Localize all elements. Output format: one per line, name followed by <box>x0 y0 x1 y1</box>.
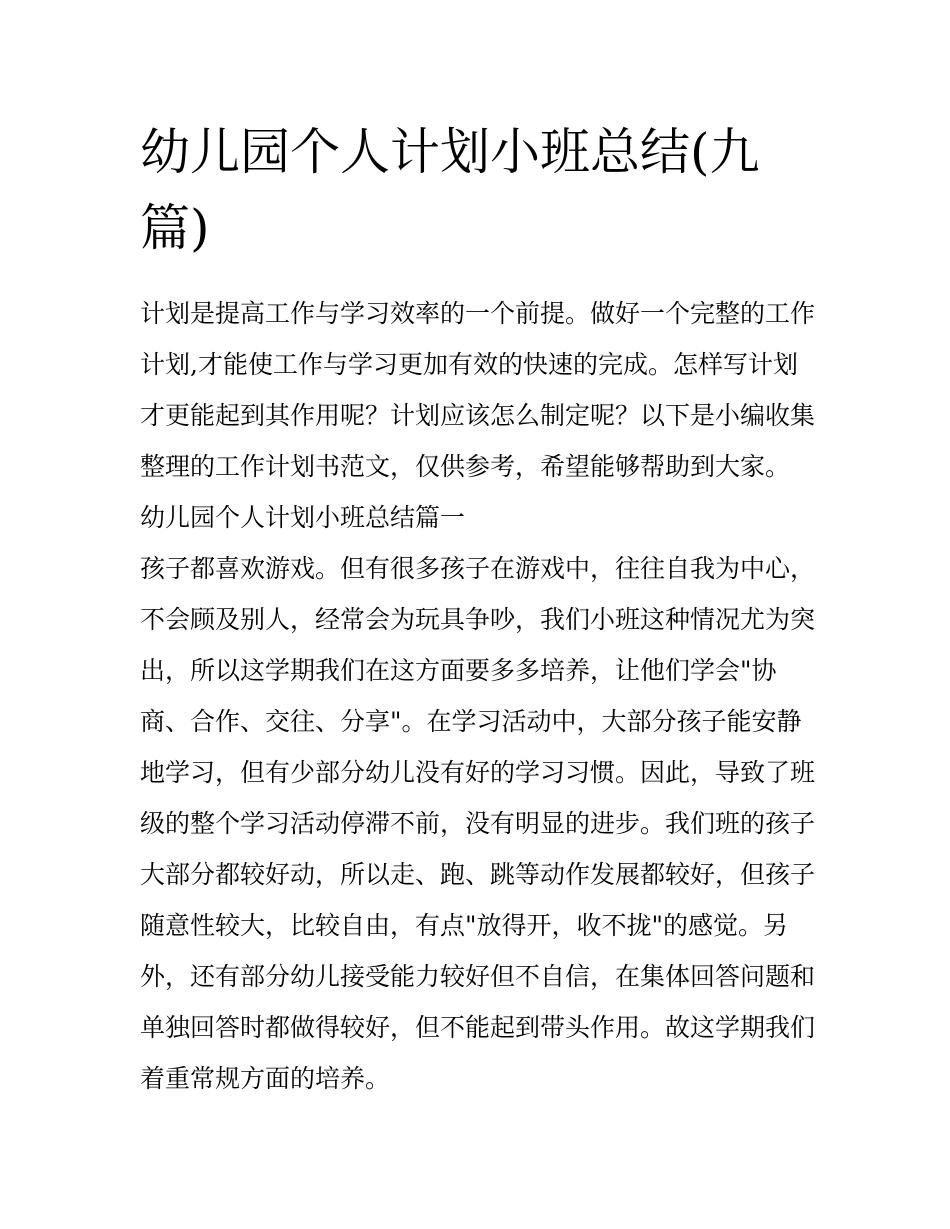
body-line: 着重常规方面的培养。 <box>140 1064 391 1093</box>
intro-line: 计划是提高工作与学习效率的一个前提。做好一个完整的工作 <box>140 299 816 328</box>
body-line: 孩子都喜欢游戏。但有很多孩子在游戏中，往往自我为中心， <box>140 554 816 583</box>
body-line: 地学习，但有少部分幼儿没有好的学习习惯。因此，导致了班 <box>140 758 816 787</box>
body-line: 级的整个学习活动停滞不前，没有明显的进步。我们班的孩子 <box>140 809 816 838</box>
body-line: 大部分都较好动，所以走、跑、跳等动作发展都较好，但孩子 <box>140 860 816 889</box>
body-line: 出，所以这学期我们在这方面要多多培养，让他们学会"协 <box>140 656 777 685</box>
body-line: 外，还有部分幼儿接受能力较好但不自信，在集体回答问题和 <box>140 962 816 991</box>
page-title <box>140 114 780 266</box>
body-line: 商、合作、交往、分享"。在学习活动中，大部分孩子能安静 <box>140 707 802 736</box>
section-heading: 幼儿园个人计划小班总结篇一 <box>140 503 466 532</box>
body-line: 随意性较大，比较自由，有点"放得开，收不拢"的感觉。另 <box>140 911 789 940</box>
intro-paragraph <box>140 288 820 492</box>
body-line: 不会顾及别人，经常会为玩具争吵，我们小班这种情况尤为突 <box>140 605 816 634</box>
intro-line: 整理的工作计划书范文，仅供参考，希望能够帮助到大家。 <box>140 452 791 481</box>
body-paragraph <box>140 543 820 1104</box>
document-content <box>140 114 820 1104</box>
intro-line: 才更能起到其作用呢？计划应该怎么制定呢？以下是小编收集 <box>140 401 816 430</box>
intro-line: 计划,才能使工作与学习更加有效的快速的完成。怎样写计划 <box>140 350 798 379</box>
title-line-2: 篇) <box>140 199 210 257</box>
title-line-1: 幼儿园个人计划小班总结(九 <box>140 123 760 181</box>
body-line: 单独回答时都做得较好，但不能起到带头作用。故这学期我们 <box>140 1013 816 1042</box>
